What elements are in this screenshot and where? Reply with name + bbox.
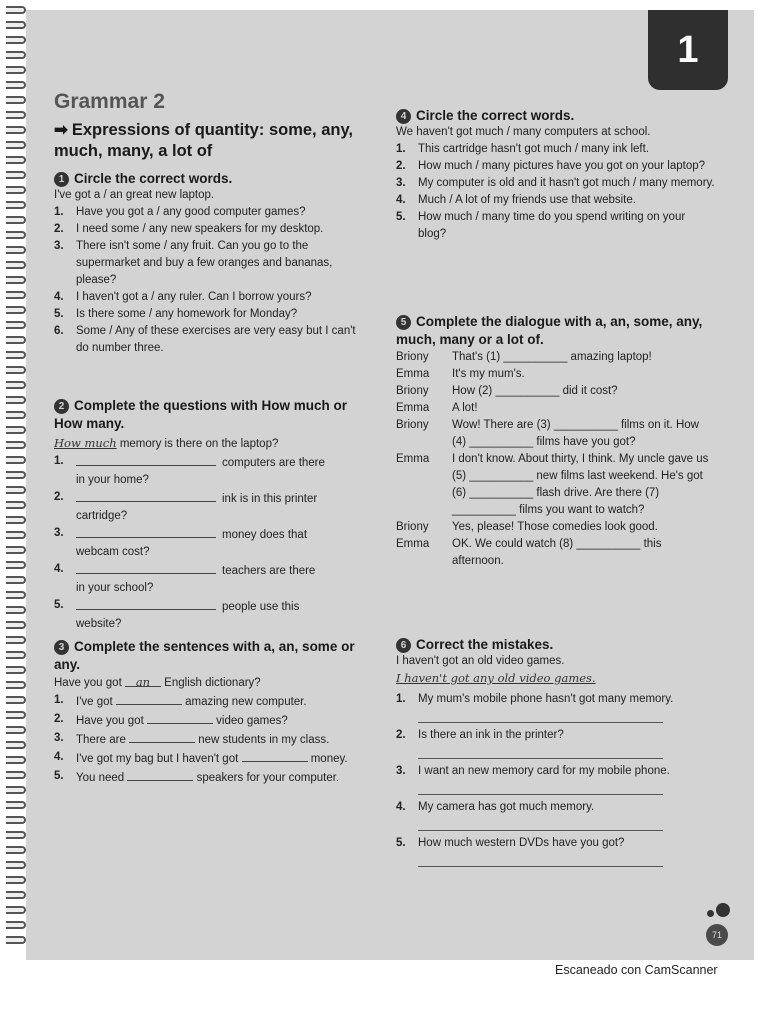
item-number: 5. bbox=[54, 308, 64, 320]
spiral-ring bbox=[6, 576, 26, 584]
list-item bbox=[54, 221, 364, 238]
example-answer: How much bbox=[54, 436, 117, 450]
spiral-ring bbox=[6, 786, 26, 794]
item-pre: I've got bbox=[76, 696, 113, 708]
item-pre: I've got my bag but I haven't got bbox=[76, 753, 239, 765]
answer-line bbox=[418, 744, 663, 759]
dialogue-line bbox=[396, 519, 716, 536]
spiral-ring bbox=[6, 816, 26, 824]
speaker-name: Emma bbox=[396, 453, 430, 465]
spiral-ring bbox=[6, 96, 26, 104]
list-item bbox=[54, 323, 364, 357]
item-number: 4. bbox=[396, 801, 406, 813]
exercise-heading: Correct the mistakes. bbox=[416, 637, 554, 652]
list-item bbox=[54, 692, 364, 711]
list-item bbox=[396, 192, 716, 209]
item-text: My mum's mobile phone hasn't got many memory. bbox=[418, 693, 674, 705]
item-text: How much / many pictures have you got on your laptop? bbox=[418, 160, 706, 172]
speaker-name: Briony bbox=[396, 351, 429, 363]
spiral-ring bbox=[6, 471, 26, 479]
answer-blank bbox=[129, 730, 195, 743]
list-item bbox=[396, 175, 716, 192]
spiral-ring bbox=[6, 546, 26, 554]
spiral-ring bbox=[6, 561, 26, 569]
exercise-heading: Circle the correct words. bbox=[416, 108, 575, 123]
item-number: 5. bbox=[396, 211, 406, 223]
topic-title: ➡ Expressions of quantity: some, any, much, many, a lot of bbox=[54, 121, 354, 160]
answer-line bbox=[418, 816, 663, 831]
list-item bbox=[54, 238, 364, 289]
item-text-cont: cartridge? bbox=[76, 510, 128, 522]
exercise-heading: Complete the sentences with a, an, some or any. bbox=[54, 639, 355, 672]
item-text: I need some / any new speakers for my desktop. bbox=[76, 223, 324, 235]
spiral-ring bbox=[6, 861, 26, 869]
item-number: 4. bbox=[54, 291, 64, 303]
spiral-ring bbox=[6, 426, 26, 434]
exercise-number-badge: 3 bbox=[54, 640, 69, 655]
item-pre: Have you got bbox=[76, 715, 144, 727]
item-text: Is there some / any homework for Monday? bbox=[76, 308, 298, 320]
spiral-ring bbox=[6, 651, 26, 659]
item-text: My camera has got much memory. bbox=[418, 801, 595, 813]
spiral-ring bbox=[6, 876, 26, 884]
page-number: 71 bbox=[706, 924, 728, 946]
exercise-number-badge: 6 bbox=[396, 638, 411, 653]
exercise-5 bbox=[396, 313, 716, 570]
spiral-ring bbox=[6, 351, 26, 359]
spiral-ring bbox=[6, 66, 26, 74]
spiral-ring bbox=[6, 291, 26, 299]
list-item bbox=[54, 749, 364, 768]
item-number: 2. bbox=[54, 223, 64, 235]
item-text: How much western DVDs have you got? bbox=[418, 837, 625, 849]
answer-blank bbox=[147, 711, 213, 724]
item-number: 3. bbox=[54, 732, 64, 744]
speaker-name: Briony bbox=[396, 419, 429, 431]
spiral-ring bbox=[6, 456, 26, 464]
exercise-1 bbox=[54, 170, 364, 357]
item-text: Is there an ink in the printer? bbox=[418, 729, 564, 741]
exercise-heading: Complete the dialogue with a, an, some, any, much, many or a lot of. bbox=[396, 314, 703, 347]
spiral-ring bbox=[6, 306, 26, 314]
decorative-dots bbox=[707, 903, 730, 922]
spiral-ring bbox=[6, 501, 26, 509]
spiral-ring bbox=[6, 411, 26, 419]
spiral-ring bbox=[6, 336, 26, 344]
spiral-ring bbox=[6, 711, 26, 719]
spiral-ring bbox=[6, 21, 26, 29]
spiral-ring bbox=[6, 321, 26, 329]
answer-line bbox=[418, 780, 663, 795]
item-text: Some / Any of these exercises are very easy but I can't do number three. bbox=[76, 325, 356, 354]
dialogue-text: That's (1) __________ amazing laptop! bbox=[452, 351, 652, 363]
exercise-heading: Complete the questions with How much or How many. bbox=[54, 398, 348, 431]
item-number: 1. bbox=[396, 693, 406, 705]
spiral-ring bbox=[6, 171, 26, 179]
spiral-ring bbox=[6, 186, 26, 194]
list-item bbox=[54, 453, 364, 489]
list-item bbox=[54, 711, 364, 730]
speaker-name: Briony bbox=[396, 385, 429, 397]
item-number: 2. bbox=[396, 729, 406, 741]
item-text: people use this bbox=[222, 601, 300, 613]
dialogue-text: Yes, please! Those comedies look good. bbox=[452, 521, 658, 533]
spiral-ring bbox=[6, 756, 26, 764]
grammar-title: Grammar 2 bbox=[54, 90, 165, 113]
item-text-cont: in your school? bbox=[76, 582, 154, 594]
list-item bbox=[54, 730, 364, 749]
example-answer: I haven't got any old video games. bbox=[396, 671, 596, 685]
list-item bbox=[54, 289, 364, 306]
spiral-binding bbox=[4, 6, 26, 951]
example-pre: Have you got bbox=[54, 677, 122, 689]
dialogue-line bbox=[396, 451, 716, 519]
answer-blank bbox=[76, 561, 216, 574]
answer-blank bbox=[76, 525, 216, 538]
dialogue-text: It's my mum's. bbox=[452, 368, 525, 380]
item-text: Have you got a / any good computer games? bbox=[76, 206, 306, 218]
answer-blank bbox=[116, 692, 182, 705]
exercise-heading: Circle the correct words. bbox=[74, 171, 233, 186]
list-item bbox=[54, 597, 364, 633]
spiral-ring bbox=[6, 246, 26, 254]
exercise-4 bbox=[396, 107, 716, 243]
exercise-number-badge: 5 bbox=[396, 315, 411, 330]
dialogue-line bbox=[396, 400, 716, 417]
spiral-ring bbox=[6, 921, 26, 929]
spiral-ring bbox=[6, 636, 26, 644]
spiral-ring bbox=[6, 666, 26, 674]
spiral-ring bbox=[6, 891, 26, 899]
spiral-ring bbox=[6, 801, 26, 809]
dialogue-line bbox=[396, 383, 716, 400]
spiral-ring bbox=[6, 381, 26, 389]
item-text-cont: webcam cost? bbox=[76, 546, 150, 558]
list-item bbox=[396, 209, 716, 243]
item-number: 3. bbox=[396, 177, 406, 189]
item-number: 3. bbox=[396, 765, 406, 777]
example-rest: memory is there on the laptop? bbox=[119, 438, 279, 450]
list-item bbox=[54, 489, 364, 525]
exercise-2 bbox=[54, 397, 364, 633]
item-number: 1. bbox=[54, 694, 64, 706]
example-answer: an bbox=[125, 674, 161, 687]
list-item bbox=[396, 158, 716, 175]
spiral-ring bbox=[6, 696, 26, 704]
item-number: 2. bbox=[54, 713, 64, 725]
answer-blank bbox=[76, 453, 216, 466]
item-text: computers are there bbox=[222, 457, 325, 469]
list-item bbox=[396, 141, 716, 158]
dialogue-line bbox=[396, 417, 716, 451]
spiral-ring bbox=[6, 366, 26, 374]
list-item bbox=[396, 727, 716, 744]
item-text-cont: website? bbox=[76, 618, 122, 630]
item-number: 6. bbox=[54, 325, 64, 337]
list-item bbox=[396, 763, 716, 780]
item-number: 3. bbox=[54, 527, 64, 539]
dialogue-line bbox=[396, 536, 716, 570]
spiral-ring bbox=[6, 771, 26, 779]
spiral-ring bbox=[6, 216, 26, 224]
example-post: English dictionary? bbox=[164, 677, 261, 689]
example-sentence: I haven't got an old video games. bbox=[396, 655, 565, 667]
item-number: 4. bbox=[396, 194, 406, 206]
item-text: Much / A lot of my friends use that website. bbox=[418, 194, 636, 206]
arrow-icon: ➡ bbox=[54, 121, 68, 139]
item-post: amazing new computer. bbox=[185, 696, 307, 708]
spiral-ring bbox=[6, 486, 26, 494]
spiral-ring bbox=[6, 936, 26, 944]
item-pre: There are bbox=[76, 734, 126, 746]
exercise-3 bbox=[54, 638, 364, 787]
dialogue-text: A lot! bbox=[452, 402, 478, 414]
spiral-ring bbox=[6, 531, 26, 539]
answer-blank bbox=[76, 489, 216, 502]
item-text: money does that bbox=[222, 529, 308, 541]
spiral-ring bbox=[6, 741, 26, 749]
item-text: ink is in this printer bbox=[222, 493, 318, 505]
dialogue-line bbox=[396, 366, 716, 383]
dialogue-text: Wow! There are (3) __________ films on it. How (4) __________ films have you got? bbox=[452, 419, 699, 448]
spiral-ring bbox=[6, 156, 26, 164]
workbook-page bbox=[26, 10, 754, 960]
item-text: My computer is old and it hasn't got much / many memory. bbox=[418, 177, 715, 189]
spiral-ring bbox=[6, 141, 26, 149]
spiral-ring bbox=[6, 126, 26, 134]
answer-blank bbox=[242, 749, 308, 762]
spiral-ring bbox=[6, 591, 26, 599]
spiral-ring bbox=[6, 906, 26, 914]
spiral-ring bbox=[6, 621, 26, 629]
dialogue-text: I don't know. About thirty, I think. My uncle gave us (5) __________ new films last weekend. He's got (6) __________ flash drive. Are there (7) __________ films you want to watch? bbox=[452, 453, 709, 516]
exercise-6 bbox=[396, 636, 716, 867]
spiral-ring bbox=[6, 516, 26, 524]
item-number: 5. bbox=[54, 599, 64, 611]
answer-blank bbox=[76, 597, 216, 610]
speaker-name: Emma bbox=[396, 368, 430, 380]
spiral-ring bbox=[6, 831, 26, 839]
item-number: 1. bbox=[54, 206, 64, 218]
item-number: 1. bbox=[396, 143, 406, 155]
item-number: 4. bbox=[54, 751, 64, 763]
item-post: new students in my class. bbox=[198, 734, 330, 746]
exercise-number-badge: 4 bbox=[396, 109, 411, 124]
scanner-footer: Escaneado con CamScanner bbox=[555, 963, 718, 977]
item-text: I want an new memory card for my mobile phone. bbox=[418, 765, 670, 777]
exercise-number-badge: 1 bbox=[54, 172, 69, 187]
answer-line bbox=[418, 852, 663, 867]
list-item bbox=[54, 561, 364, 597]
list-item bbox=[54, 204, 364, 221]
list-item bbox=[396, 835, 716, 852]
speaker-name: Emma bbox=[396, 538, 430, 550]
dialogue-text: OK. We could watch (8) __________ this afternoon. bbox=[452, 538, 662, 567]
item-text: How much / many time do you spend writing on your blog? bbox=[418, 211, 686, 240]
unit-number-tab: 1 bbox=[648, 10, 728, 90]
dialogue-text: How (2) __________ did it cost? bbox=[452, 385, 618, 397]
spiral-ring bbox=[6, 606, 26, 614]
item-number: 2. bbox=[54, 491, 64, 503]
spiral-ring bbox=[6, 261, 26, 269]
answer-blank bbox=[127, 768, 193, 781]
list-item bbox=[54, 525, 364, 561]
list-item bbox=[396, 691, 716, 708]
spiral-ring bbox=[6, 681, 26, 689]
spiral-ring bbox=[6, 51, 26, 59]
dialogue-line bbox=[396, 349, 716, 366]
exercise-number-badge: 2 bbox=[54, 399, 69, 414]
spiral-ring bbox=[6, 231, 26, 239]
item-post: money. bbox=[310, 753, 348, 765]
list-item bbox=[396, 799, 716, 816]
spiral-ring bbox=[6, 111, 26, 119]
spiral-ring bbox=[6, 36, 26, 44]
spiral-ring bbox=[6, 6, 26, 14]
list-item bbox=[54, 768, 364, 787]
example-sentence: I've got a / an great new laptop. bbox=[54, 189, 215, 201]
item-number: 5. bbox=[54, 770, 64, 782]
example-sentence: We haven't got much / many computers at school. bbox=[396, 126, 651, 138]
item-number: 5. bbox=[396, 837, 406, 849]
speaker-name: Briony bbox=[396, 521, 429, 533]
spiral-ring bbox=[6, 276, 26, 284]
item-number: 3. bbox=[54, 240, 64, 252]
list-item bbox=[54, 306, 364, 323]
spiral-ring bbox=[6, 441, 26, 449]
item-pre: You need bbox=[76, 772, 125, 784]
spiral-ring bbox=[6, 81, 26, 89]
spiral-ring bbox=[6, 846, 26, 854]
answer-line bbox=[418, 708, 663, 723]
spiral-ring bbox=[6, 396, 26, 404]
item-text-cont: in your home? bbox=[76, 474, 149, 486]
spiral-ring bbox=[6, 201, 26, 209]
item-number: 2. bbox=[396, 160, 406, 172]
item-number: 4. bbox=[54, 563, 64, 575]
item-text: This cartridge hasn't got much / many ink left. bbox=[418, 143, 650, 155]
speaker-name: Emma bbox=[396, 402, 430, 414]
spiral-ring bbox=[6, 726, 26, 734]
item-post: video games? bbox=[216, 715, 288, 727]
item-text: teachers are there bbox=[222, 565, 316, 577]
item-text: There isn't some / any fruit. Can you go to the supermarket and buy a few oranges and bananas, please? bbox=[76, 240, 333, 286]
item-text: I haven't got a / any ruler. Can I borrow yours? bbox=[76, 291, 312, 303]
item-number: 1. bbox=[54, 455, 64, 467]
item-post: speakers for your computer. bbox=[196, 772, 340, 784]
